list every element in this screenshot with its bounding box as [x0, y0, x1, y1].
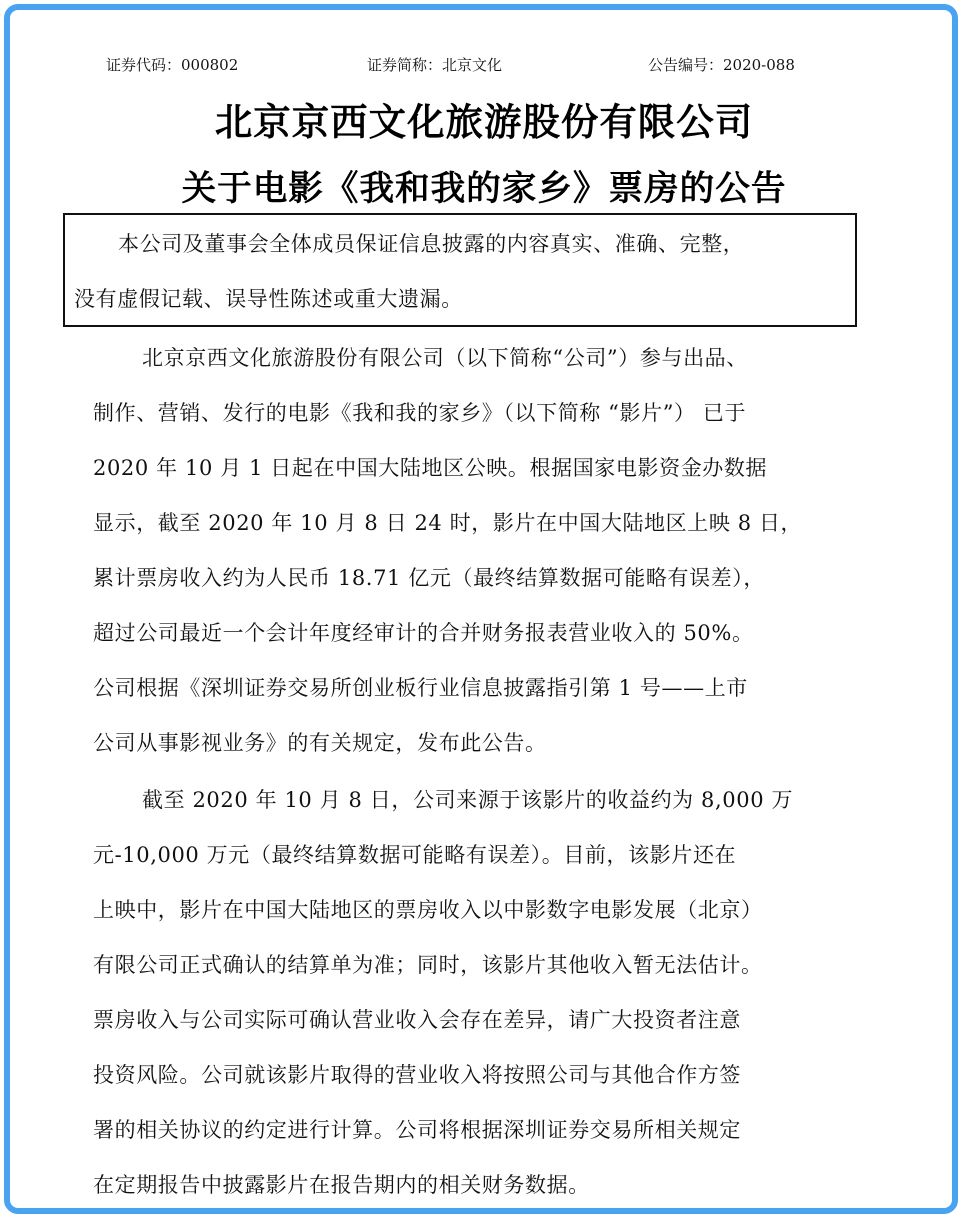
paragraph-line: 超过公司最近一个会计年度经审计的合并财务报表营业收入的 50%。: [93, 621, 754, 645]
paragraph-line: 元-10,000 万元（最终结算数据可能略有误差）。目前，该影片还在: [93, 843, 737, 867]
statement-line: 本公司及董事会全体成员保证信息披露的内容真实、准确、完整，: [118, 232, 745, 256]
paragraph-line: 在定期报告中披露影片在报告期内的相关财务数据。: [93, 1173, 590, 1197]
security-code: 证券代码：000802: [106, 56, 239, 74]
paragraph-line: 投资风险。公司就该影片取得的营业收入将按照公司与其他合作方签: [93, 1063, 741, 1087]
paragraph-line: 显示，截至 2020 年 10 月 8 日 24 时，影片在中国大陆地区上映 8 日，: [93, 511, 803, 535]
company-title: 北京京西文化旅游股份有限公司: [214, 100, 754, 144]
paragraph-line: 制作、营销、发行的电影《我和我的家乡》（以下简称 “影片”） 已于: [93, 401, 747, 425]
notice-number: 公告编号：2020-088: [648, 56, 795, 74]
paragraph-line: 累计票房收入约为人民币 18.71 亿元（最终结算数据可能略有误差），: [93, 566, 765, 590]
paragraph-line: 上映中，影片在中国大陆地区的票房收入以中影数字电影发展（北京）: [93, 898, 763, 922]
paragraph-line: 北京京西文化旅游股份有限公司（以下简称“公司”）参与出品、: [142, 346, 748, 370]
security-short-name: 证券简称：北京文化: [367, 56, 503, 74]
paragraph-line: 票房收入与公司实际可确认营业收入会存在差异，请广大投资者注意: [93, 1008, 741, 1032]
paragraph-line: 公司根据《深圳证券交易所创业板行业信息披露指引第 1 号——上市: [93, 676, 748, 700]
notice-title: 关于电影《我和我的家乡》票房的公告: [181, 169, 787, 209]
paragraph-line: 截至 2020 年 10 月 8 日，公司来源于该影片的收益约为 8,000 万: [142, 788, 794, 812]
statement-line: 没有虚假记载、误导性陈述或重大遗漏。: [74, 287, 463, 311]
paragraph-line: 有限公司正式确认的结算单为准；同时，该影片其他收入暂无法估计。: [93, 953, 763, 977]
paragraph-line: 公司从事影视业务》的有关规定，发布此公告。: [93, 731, 547, 755]
paragraph-line: 2020 年 10 月 1 日起在中国大陆地区公映。根据国家电影资金办数据: [93, 456, 768, 480]
paragraph-line: 署的相关协议的约定进行计算。公司将根据深圳证券交易所相关规定: [93, 1118, 741, 1142]
